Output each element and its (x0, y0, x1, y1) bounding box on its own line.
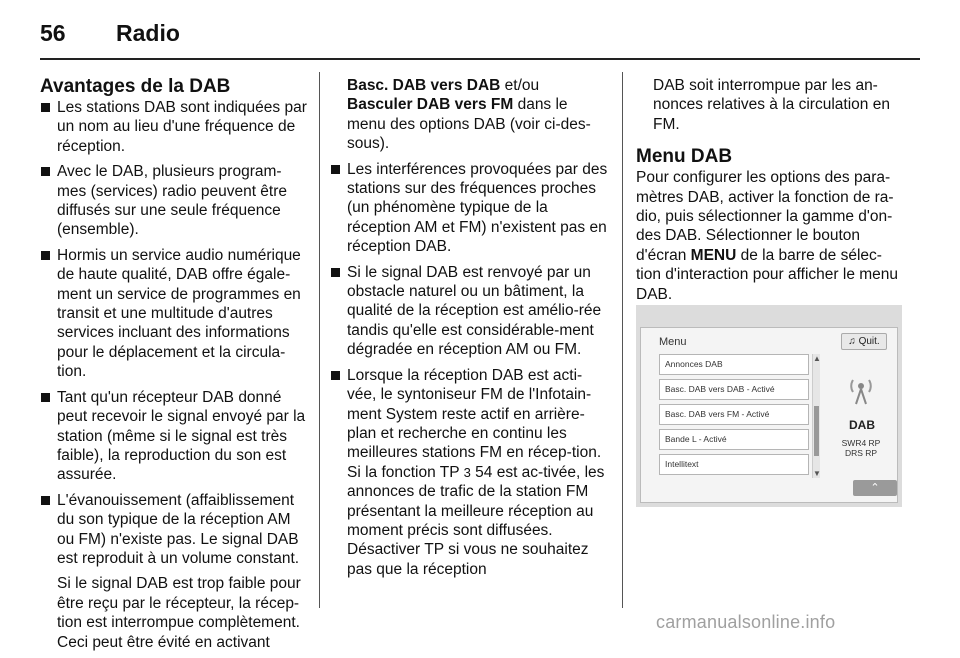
paragraph-dab-menu (636, 168, 902, 304)
option-name-dab-to-dab: Basc. DAB vers DAB (347, 77, 501, 94)
scrollbar-thumb[interactable] (814, 406, 819, 456)
paragraph-lead (330, 76, 608, 154)
dab-menu-screenshot (636, 305, 902, 507)
bullet-item (330, 366, 608, 579)
bullet-item: Tant qu'un récepteur DAB donné peut recevoir le signal envoyé par la station (même si le signal est très faible), la reproduction du son est assurée. (40, 388, 308, 485)
quit-button[interactable]: ♫ Quit. (841, 333, 887, 350)
scroll-up-icon[interactable]: ▲ (813, 354, 821, 363)
page-number: 56 (40, 20, 66, 46)
text-span: Pour configurer les options des para-mètres DAB, activer la fonction de ra-dio, puis sélectionner la gamme d'on-des DAB. Sélectionner le bouton d'écran (636, 169, 894, 264)
station-name: SWR4 RP (841, 438, 881, 448)
column-3 (636, 76, 902, 310)
menu-item-l-band[interactable]: Bande L - Activé (659, 429, 809, 450)
infotainment-screen (640, 327, 898, 503)
text-span: de la barre de sélec-tion d'interaction pour afficher le menu DAB. (636, 246, 899, 303)
menu-item-dab-to-dab[interactable]: Basc. DAB vers DAB - Activé (659, 379, 809, 400)
menu-scrollbar[interactable] (812, 354, 820, 478)
option-name-dab-to-fm: Basculer DAB vers FM (347, 96, 514, 114)
column-divider-1 (319, 72, 320, 608)
bullet-item: Les stations DAB sont indiquées par un nom au lieu d'une fréquence de réception. (40, 98, 308, 156)
text-span: et/ou (500, 77, 540, 94)
section-title-dab-advantages: Avantages de la DAB (40, 76, 231, 97)
station-name: DRS RP (844, 448, 878, 458)
bullet-item: Si le signal DAB est renvoyé par un obstacle naturel ou un bâtiment, la qualité de la réception est amélio-rée tandis qu'elle est considérable-ment dégradée en réception AM ou FM. (330, 263, 608, 360)
menu-list (659, 354, 809, 479)
bullet-item: Hormis un service audio numérique de haute qualité, DAB offre égale-ment un service de programmes en transit et une multitude d'autres services incluant des informations pour le déplacement et la circula-tion. (40, 246, 308, 382)
menu-item-announcements[interactable]: Annonces DAB (659, 354, 809, 375)
radio-tower-icon (844, 372, 878, 406)
watermark: carmanualsonline.info (656, 612, 836, 632)
paragraph-continuation: DAB soit interrompue par les an-nonces relatives à la circulation en FM. (653, 77, 890, 133)
bullet-item: L'évanouissement (affaiblissement du son typique de la réception AM ou FM) n'existe pas. Le signal DAB est reproduit à un volume constant. (40, 491, 308, 569)
scroll-down-icon[interactable]: ▼ (813, 469, 821, 478)
section-title-dab-menu: Menu DAB (636, 146, 733, 168)
text-span: 54 est ac-tivée, les annonces de trafic de la station FM présentant la meilleure réception au moment précis sont diffusées. Désactiver TP si vous ne souhaitez pas que la réception (347, 463, 605, 578)
chevron-up-icon[interactable]: ⌃ (853, 480, 897, 496)
menu-title: Menu (659, 336, 687, 348)
text-span: dans le menu des options DAB (voir ci-des-sous). (347, 96, 591, 153)
band-label: DAB (849, 418, 875, 432)
page-reference-icon: 3 (463, 464, 471, 480)
menu-button-name: MENU (690, 246, 737, 264)
bullet-item: Avec le DAB, plusieurs program-mes (services) radio peuvent être diffusés sur une seule fréquence (ensemble). (40, 162, 308, 240)
menu-item-intellitext[interactable]: Intellitext (659, 454, 809, 475)
page-header (40, 14, 920, 54)
station-info (829, 438, 893, 458)
bullet-item: Les interférences provoquées par des stations sur des fréquences proches (un phénomène typique de la réception AM et FM) n'existent pas en réception DAB. (330, 160, 608, 257)
column-2 (330, 76, 608, 585)
paragraph-continuation: Si le signal DAB est trop faible pour être reçu par le récepteur, la récep-tion est interrompue complètement. Ceci peut être évité en activant (57, 575, 301, 651)
menu-item-dab-to-fm[interactable]: Basc. DAB vers FM - Activé (659, 404, 809, 425)
text-span: Lorsque la réception DAB est acti-vée, le syntoniseur FM de l'Infotain-ment System reste actif en arrière-plan et recherche en continu les meilleures stations FM en récep-tion. Si la fonction TP (347, 366, 602, 481)
header-rule (40, 58, 920, 60)
chapter-title: Radio (116, 20, 180, 46)
column-1 (40, 76, 308, 658)
column-divider-2 (622, 72, 623, 608)
